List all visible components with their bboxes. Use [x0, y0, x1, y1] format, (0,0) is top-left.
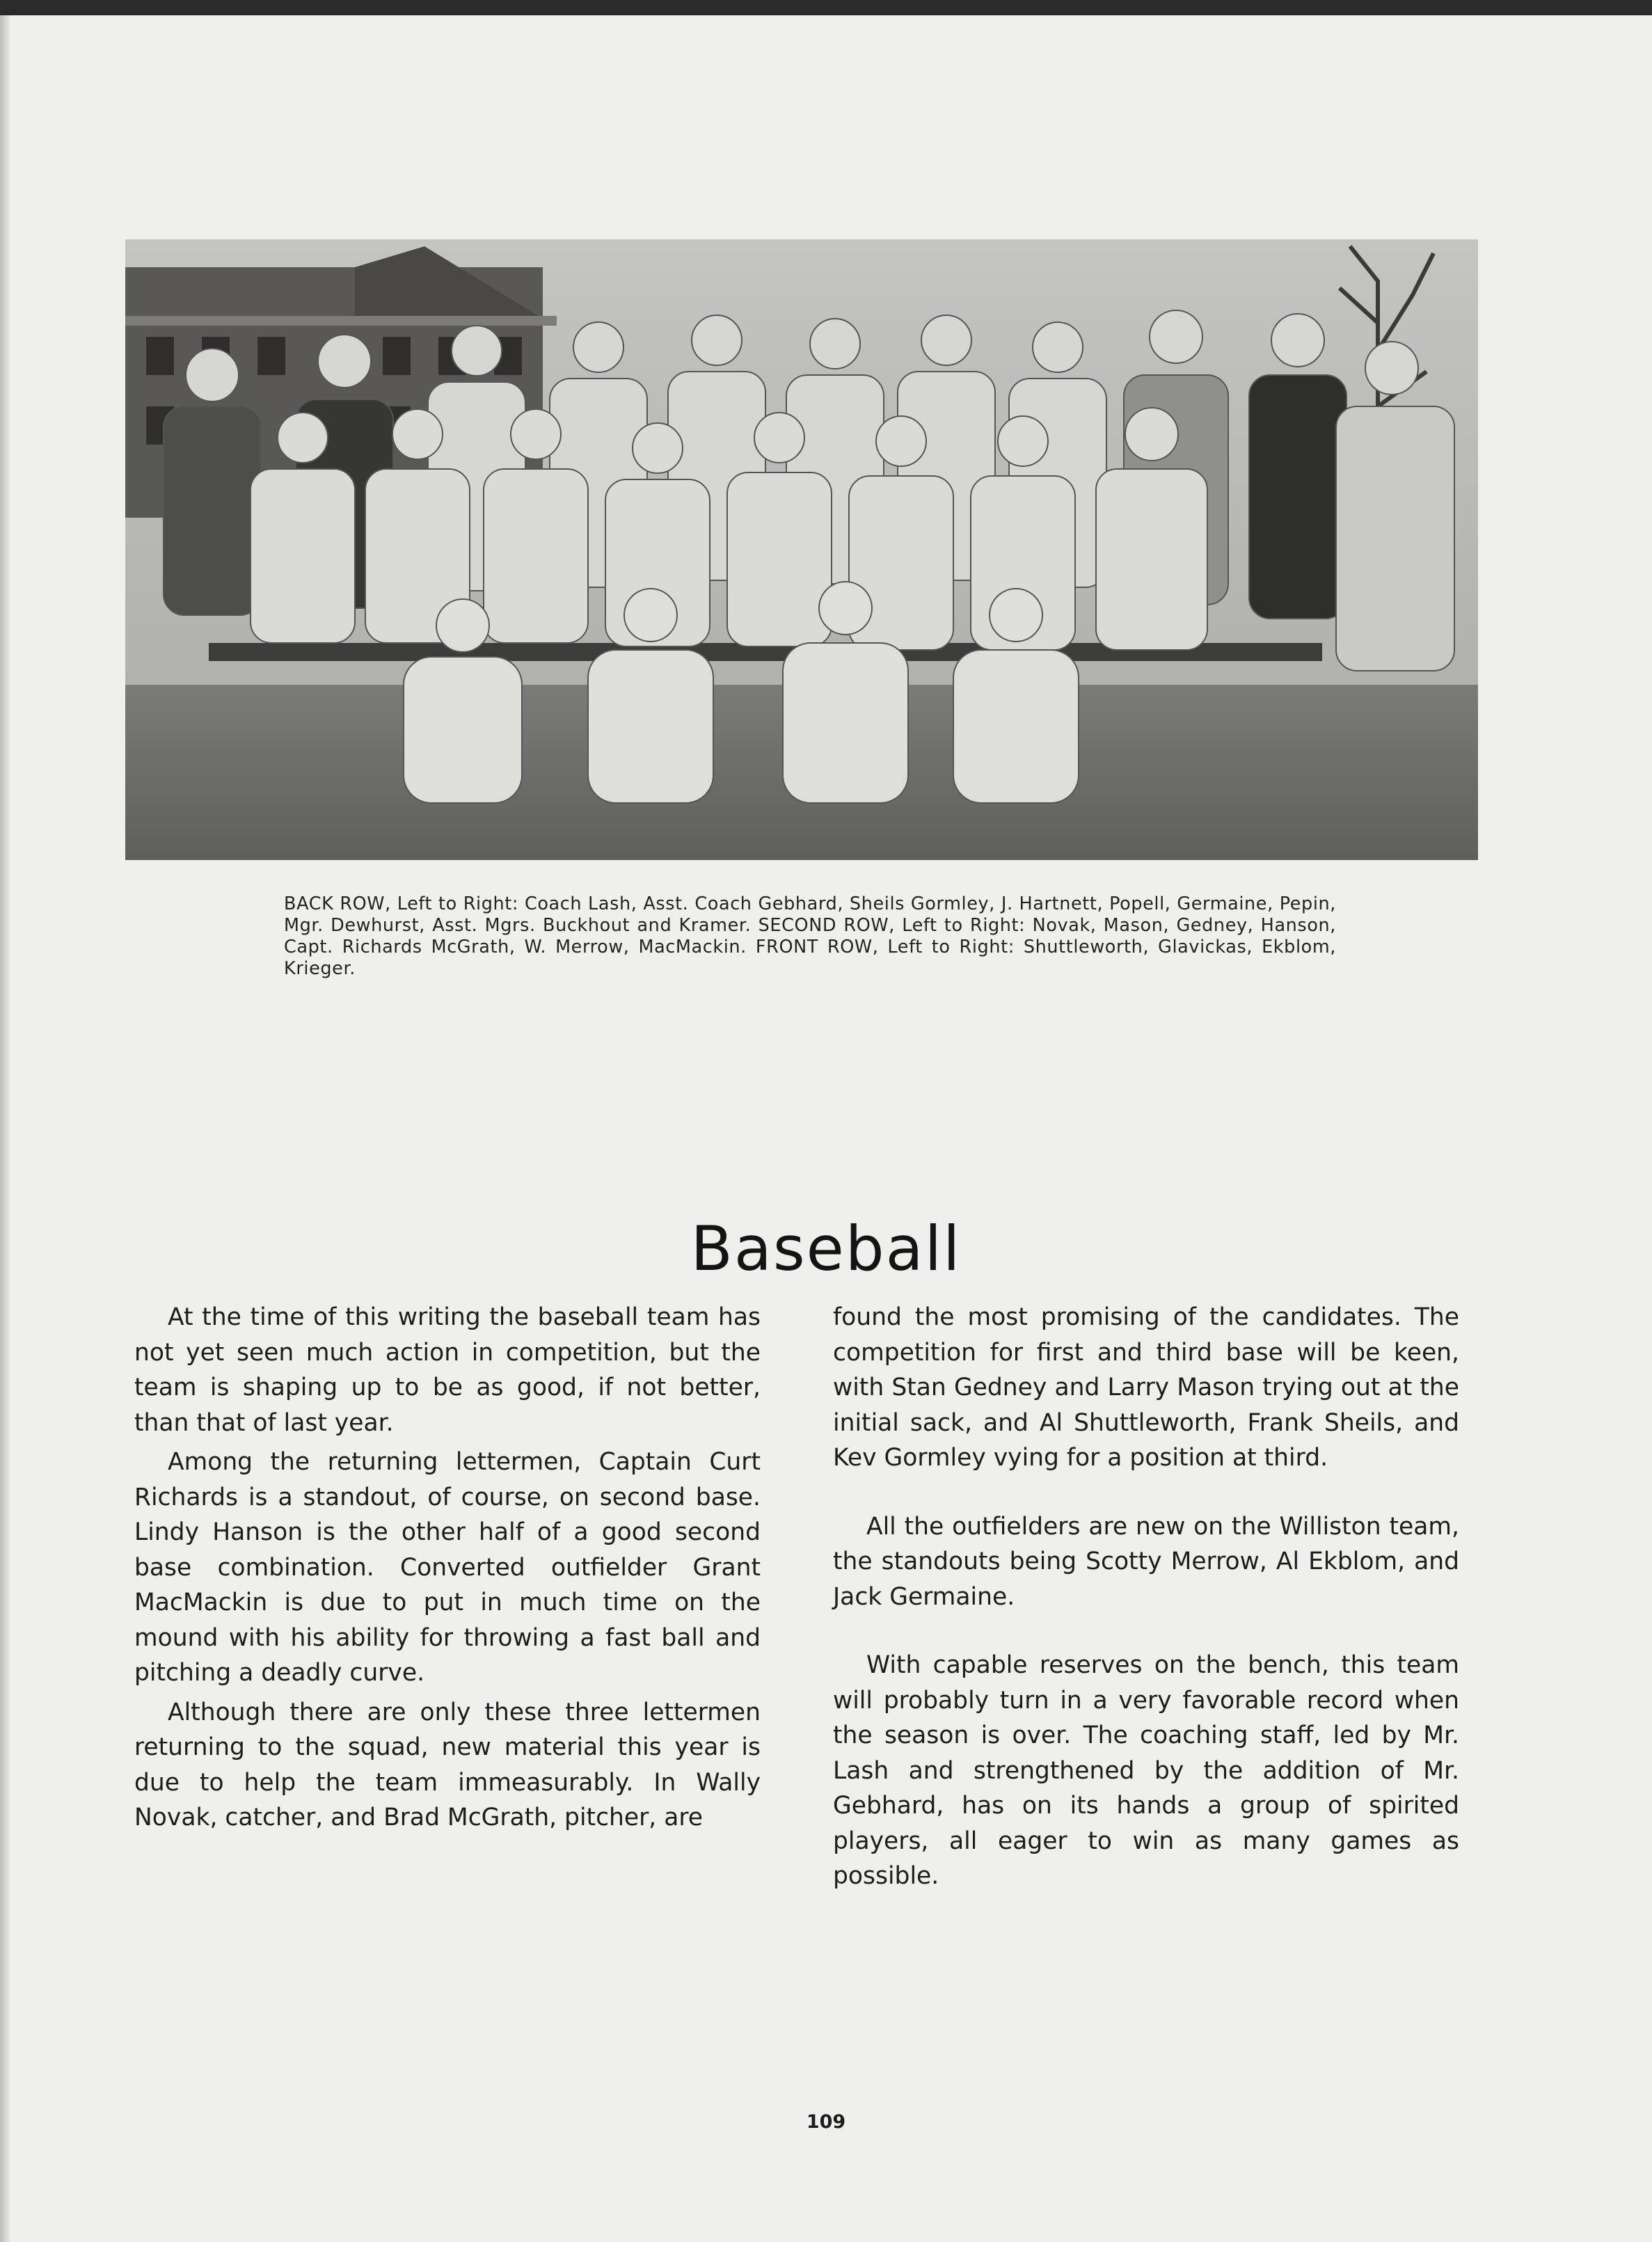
page-number: 109	[806, 2111, 846, 2133]
paragraph: Among the returning lettermen, Captain Curt Richards is a standout, of course, on second base. Lindy Hanson is the other half of a good second base combination. Converted outfielder Grant MacMackin is due to put in much time on the mound with his ability for throwing a fast ball and pitching a deadly curve.	[134, 1448, 761, 1687]
scan-border	[0, 0, 1652, 15]
paragraph: found the most promising of the candidates. The competition for first and third base will be keen, with Stan Gedney and Larry Mason trying out at the initial sack, and Al Shuttleworth, Frank Sheils, and Kev Gormley vying for a position at third.	[833, 1303, 1459, 1472]
paragraph: At the time of this writing the baseball team has not yet seen much action in competition, but the team is shaping up to be as good, if not better, than that of last year.	[134, 1303, 761, 1437]
article-title: Baseball	[690, 1213, 962, 1285]
paragraph: With capable reserves on the bench, this team will probably turn in a very favorable record when the season is over. The coaching staff, led by Mr. Lash and strengthened by the addition of Mr. Gebhard, has on its hands a group of spirited players, all eager to win as many games as possible.	[833, 1651, 1459, 1890]
paragraph: Although there are only these three lettermen returning to the squad, new material this year is due to help the team immeasurably. In Wally Novak, catcher, and Brad McGrath, pitcher, are	[134, 1698, 761, 1831]
book-spine-shadow	[0, 15, 10, 2242]
article-left-column	[134, 1300, 761, 1836]
team-photo	[125, 239, 1478, 860]
article-right-column	[833, 1300, 1459, 1894]
photo-caption: BACK ROW, Left to Right: Coach Lash, Asst. Coach Gebhard, Sheils Gormley, J. Hartnett, Popell, Germaine, Pepin, Mgr. Dewhurst, Asst. Mgrs. Buckhout and Kramer. SECOND ROW, Left to Right: Novak, Mason, Gedney, Hanson, Capt. Richards McGrath, W. Merrow, MacMackin. FRONT ROW, Left to Right: Shuttleworth, Glavickas, Ekblom, Krieger.	[284, 893, 1336, 979]
paragraph: All the outfielders are new on the Williston team, the standouts being Scotty Merrow, Al Ekblom, and Jack Germaine.	[833, 1512, 1459, 1611]
